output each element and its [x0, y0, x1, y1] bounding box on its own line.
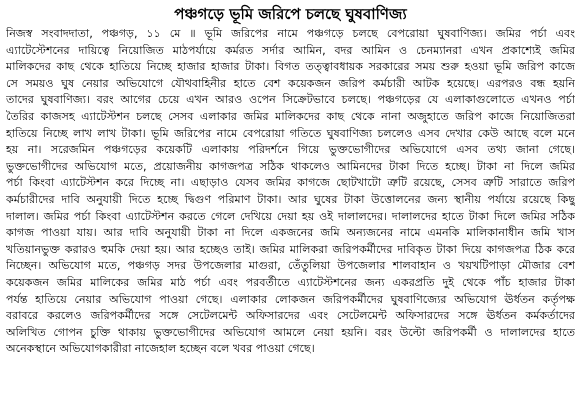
- article-line: মালিকদের কাছ থেকে হাতিয়ে নিচ্ছে হাজার হাজার টাকা। বিগত তত্ত্বাবধায়ক সরকারের সময় শুরু হওয়া ভূমি জরিপ কাজে: [6, 60, 575, 74]
- article-line: পর্চা কিংবা এ্যাটেস্টশন করে দিচ্ছে না। এছাড়াও যেসব জমির কাগজে ছোটখাটো ত্রুটি রয়েছে, সেসব ত্রুটি সারাতে জরিপ: [6, 176, 575, 190]
- article-line: নিচ্ছেন। অভিযোগ মতে, পঞ্চগড় সদর উপজেলার মাগুরা, তেঁতুলিয়া উপজেলার শালবাহান ও খয়খটিপাড়া মৌজার বেশ: [6, 259, 575, 273]
- article-line: এ্যাটেস্টেশনের দায়িত্বে নিয়োজিত মাঠপর্যায়ে কর্মরত সর্দার আমিন, বদর আমিন ও চেনম্যানরা এখন প্রকাশ্যেই জমির: [6, 43, 575, 57]
- article-line: অনেকস্থানে অভিযোগকারীরা নাজেহাল হচ্ছেন বলে খবর পাওয়া গেছে।: [6, 342, 315, 356]
- article-headline: পঞ্চগড়ে ভূমি জরিপে চলছে ঘুষবাণিজ্য: [174, 5, 407, 23]
- article-line: বরাবরে করলেও জরিপকর্মীদের সঙ্গে সেটেলমেন্ট অফিসারদের এবং সেটেলমেন্ট অফিসারদের সঙ্গে ঊর্ধতন কর্মকর্তাদের: [6, 309, 575, 323]
- article-line: হয় না। সরেজমিন পঞ্চগড়ের কয়েকটি এলাকায় পরিদর্শনে গিয়ে ভুক্তভোগীদের অভিযোগে এসব তথ্য জানা গেছে।: [6, 143, 575, 157]
- article-line: সে সময়ও ঘুষ নেয়ার অভিযোগে যৌথবাহিনীর হাতে বেশ কয়েকজন জরিপ কর্মচারী আটক হয়েছে। এরপরও বন্ধ হয়নি: [6, 76, 575, 90]
- article-line: ভুক্তভোগীদের অভিযোগ মতে, প্রয়োজনীয় কাগজপত্র সঠিক থাকলেও আমিনদের টাকা দিতে হচ্ছে। টাকা না দিলে জমির: [6, 159, 575, 173]
- article-line: কয়েকজন জমির মালিকের জমির মাঠ পর্চা এবং পরবর্তীতে এ্যাটেস্টশনের জন্য একরপ্রতি দুই থেকে পাঁচ হাজার টাকা: [6, 275, 575, 289]
- article-line: দালাল। জমির পর্চা কিংবা এ্যাটেস্টশন করতে গেলে দেখিয়ে দেয়া হয় ওই দালালদের। দালালদের হাতে টাকা দিলে জমির সঠিক: [6, 209, 575, 223]
- article-body: [6, 26, 575, 358]
- article-line: তৈরির কাজসহ এ্যাটেস্টশন চলছে সেসব এলাকার জমির মালিকদের কাছ থেকে নানা অজুহাতে জরিপ কাজে নিয়োজিতরা: [6, 109, 575, 123]
- article-line: হাতিয়ে নিচ্ছে লাখ লাখ টাকা। ভূমি জরিপের নামে বেপরোয়া গতিতে ঘুষবাণিজ্য চললেও এসব দেখার কেউ আছে বলে মনে: [6, 126, 575, 140]
- article-line: কর্মচারীদের দাবি অনুযায়ী দিতে হচ্ছে দ্বিগুণ পরিমাণ টাকা। আর ঘুষের টাকা উত্তোলনের জন্য স্থানীয় পর্যায়ে রয়েছে কিছু: [6, 192, 575, 206]
- article-line: পর্যন্ত হাতিয়ে নেয়ার অভিযোগ পাওয়া গেছে। এলাকার লোকজন জরিপকর্মীদের ঘুষবাণিজ্যের অভিযোগ ঊর্ধতন কর্তৃপক্ষ: [6, 292, 575, 306]
- article-line: তাদের ঘুষবাণিজ্য। বরং আগের চেয়ে এখন আরও ওপেন সিক্রেটভাবে চলছে। পঞ্চগড়ের যে এলাকাগুলোতে এখনও পর্চা: [6, 93, 575, 107]
- article-line: অলিখিত গোপন চুক্তি থাকায় ভুক্তভোগীদের অভিযোগ আমলে নেয়া হয়নি। বরং উল্টো জরিপকর্মী ও দালালদের হাতে: [6, 325, 575, 339]
- article-line: কাগজ পাওয়া যায়। আর দাবি অনুযায়ী টাকা না দিলে একজনের জমি অন্যজনের নামে এমনকি মালিকানাধীন জমি খাস: [6, 226, 575, 240]
- article-line: খতিয়ানভুক্ত করারও হুমকি দেয়া হয়। আর হচ্ছেও তাই। জমির মালিকরা জরিপকর্মীদের দাবিকৃত টাকা দিয়ে কাগজপত্র ঠিক করে: [6, 242, 575, 256]
- article-line: নিজস্ব সংবাদদাতা, পঞ্চগড়, ১১ মে ॥ ভূমি জরিপের নামে পঞ্চগড়ে চলছে বেপরোয়া ঘুষবাণিজ্য। জমির পর্চা এবং: [6, 27, 575, 40]
